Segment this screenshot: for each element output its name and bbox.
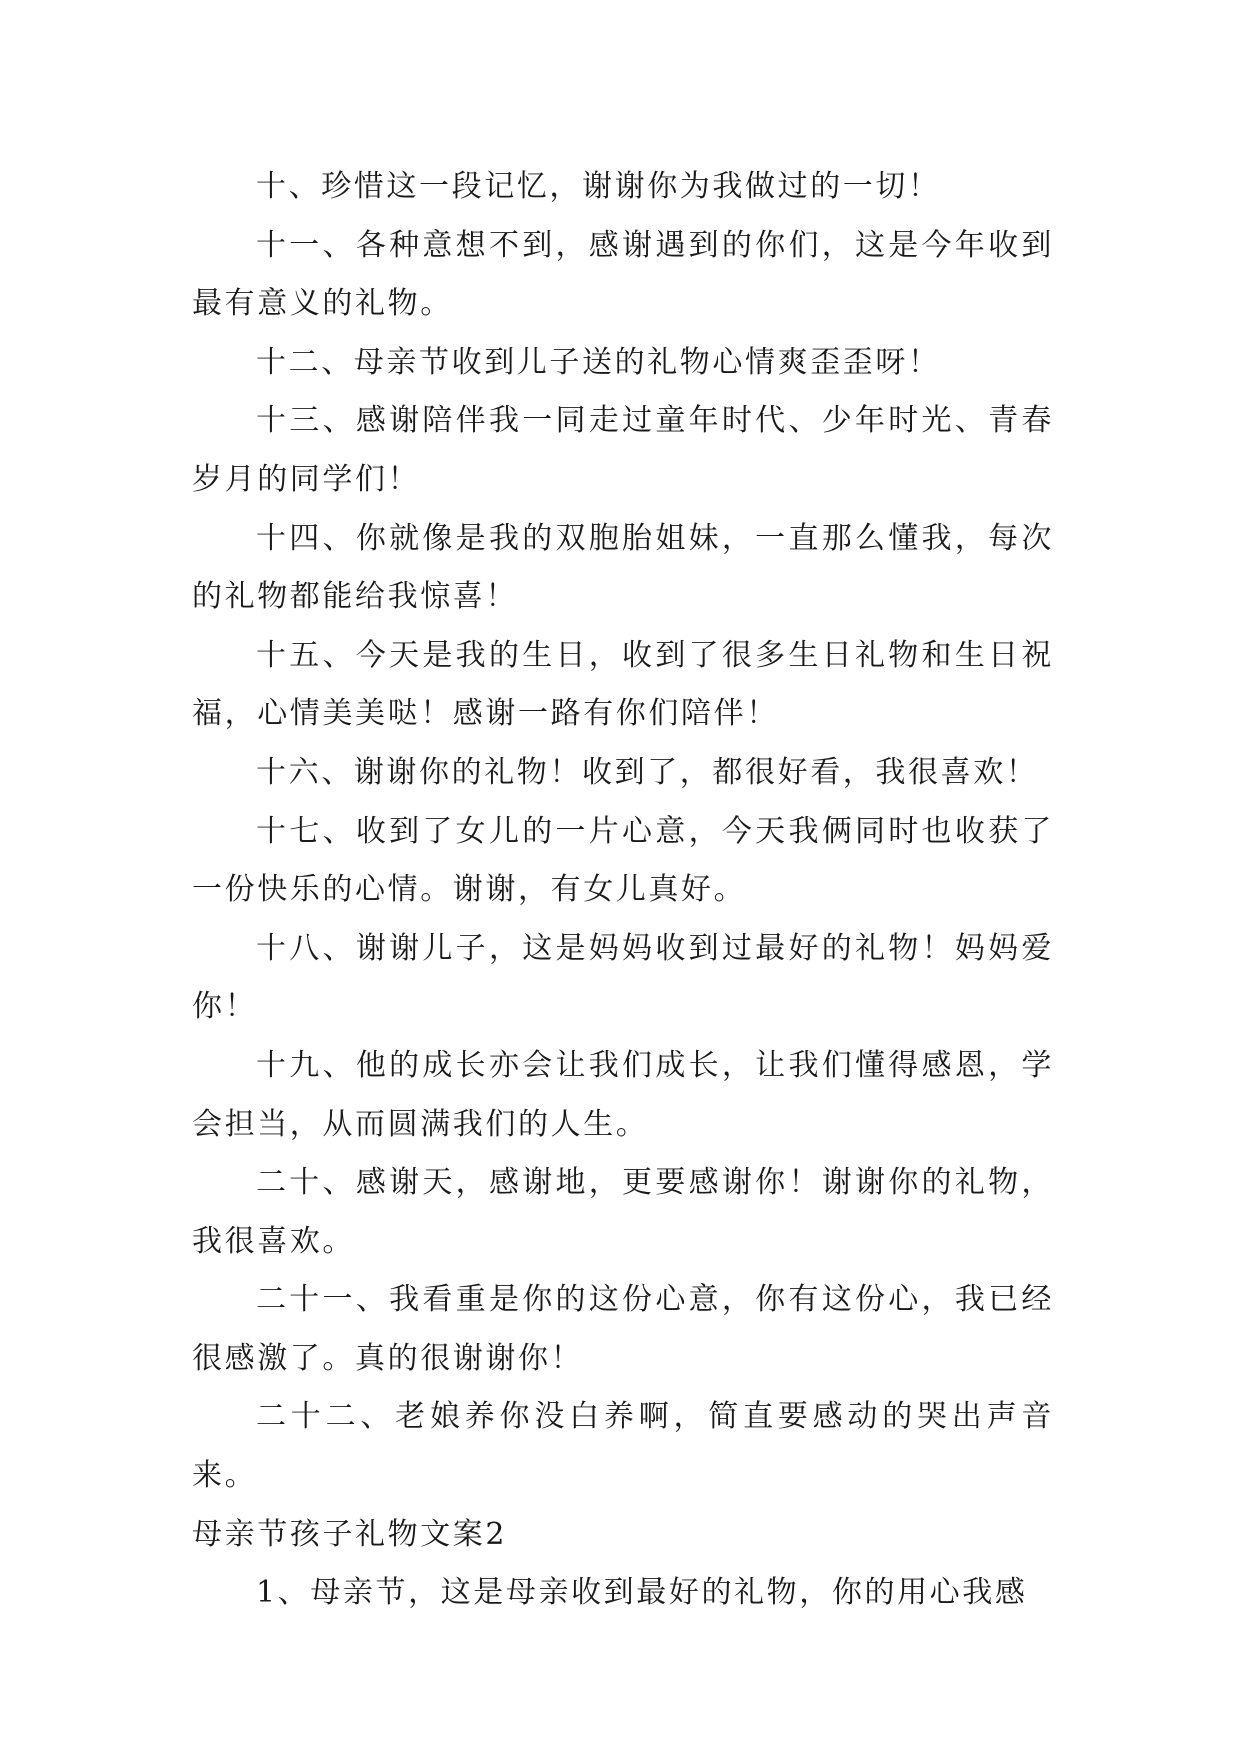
document-body bbox=[192, 158, 1054, 1623]
section-heading: 母亲节孩子礼物文案2 bbox=[192, 1516, 508, 1552]
paragraph: 十三、感谢陪伴我一同走过童年时代、少年时光、青春岁月的同学们！ bbox=[192, 403, 1054, 497]
paragraph: 十五、今天是我的生日，收到了很多生日礼物和生日祝福，心情美美哒！感谢一路有你们陪伴！ bbox=[192, 637, 1054, 732]
paragraph: 十六、谢谢你的礼物！收到了，都很好看，我很喜欢！ bbox=[256, 754, 1039, 790]
paragraph: 十一、各种意想不到，感谢遇到的你们，这是今年收到最有意义的礼物。 bbox=[192, 227, 1054, 322]
paragraph: 二十、感谢天，感谢地，更要感谢你！谢谢你的礼物，我很喜欢。 bbox=[192, 1165, 1054, 1259]
paragraph: 十二、母亲节收到儿子送的礼物心情爽歪歪呀！ bbox=[256, 344, 941, 380]
paragraph: 十八、谢谢儿子，这是妈妈收到过最好的礼物！妈妈爱你！ bbox=[192, 930, 1054, 1025]
paragraph: 十四、你就像是我的双胞胎姐妹，一直那么懂我，每次的礼物都能给我惊喜！ bbox=[192, 520, 1054, 615]
paragraph: 十九、他的成长亦会让我们成长，让我们懂得感恩，学会担当，从而圆满我们的人生。 bbox=[192, 1047, 1054, 1142]
paragraph: 二十二、老娘养你没白养啊，简直要感动的哭出声音来。 bbox=[192, 1399, 1054, 1494]
paragraph: 十七、收到了女儿的一片心意，今天我俩同时也收获了一份快乐的心情。谢谢，有女儿真好。 bbox=[192, 813, 1054, 908]
paragraph: 二十一、我看重是你的这份心意，你有这份心，我已经很感激了。真的很谢谢你！ bbox=[192, 1282, 1054, 1376]
paragraph: 1、母亲节，这是母亲收到最好的礼物，你的用心我感 bbox=[256, 1575, 1028, 1611]
paragraph: 十、珍惜这一段记忆，谢谢你为我做过的一切！ bbox=[256, 169, 941, 204]
